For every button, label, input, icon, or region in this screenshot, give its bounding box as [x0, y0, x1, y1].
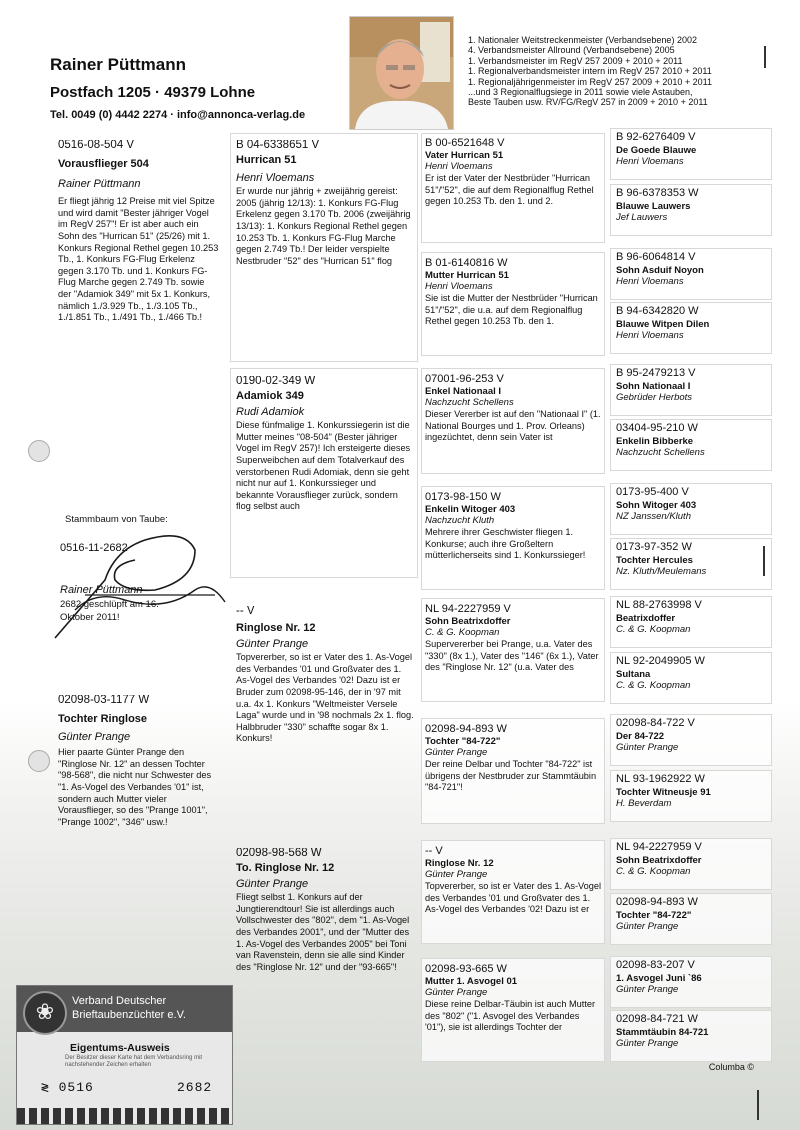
pigeon-name: Sohn Beatrixdoffer: [425, 616, 511, 628]
ring-number: 02098-83-207 V: [616, 960, 695, 971]
gen4-card: [616, 487, 770, 531]
gen3-card: [425, 964, 601, 1058]
ring-number: B 92-6276409 V: [616, 132, 696, 143]
ring-number: 07001-96-253 V: [425, 374, 504, 385]
gen4-card: [616, 368, 770, 412]
ring-number: 02098-98-568 W: [236, 848, 322, 859]
breeder-name: Günter Prange: [616, 921, 679, 933]
margin-mark: [763, 546, 765, 576]
achievement-item: ...und 3 Regionalflugsiege in 2011 sowie viele Astauben,: [468, 87, 693, 98]
gen4-card: [616, 252, 770, 296]
pigeon-name: Vorausflieger 504: [58, 158, 149, 171]
breeder-name: Henri Vloemans: [616, 156, 684, 168]
margin-mark: [757, 1090, 759, 1120]
gen4-card: [616, 1014, 770, 1058]
pigeon-name: Sohn Beatrixdoffer: [616, 855, 702, 867]
pigeon-name: Enkel Nationaal I: [425, 386, 502, 398]
pigeon-name: Blauwe Lauwers: [616, 201, 691, 213]
gen4-card: [616, 897, 770, 941]
description: Topvererber, so ist er Vater des 1. As-Vogel des Verbandes '01 und Großvater des 1. As-Vogel des Verbandes '02! Dazu ist er: [425, 881, 601, 914]
ring-number: -- V: [425, 846, 443, 857]
ring-number: 02098-94-893 W: [616, 897, 698, 908]
breeder-name: C. & G. Koopman: [616, 680, 691, 692]
hatch-date: 2682 geschlüpft am 16. Oktober 2011!: [60, 599, 159, 623]
breeder-name: Günter Prange: [236, 877, 309, 890]
subject-ring: 0516-11-2682: [60, 542, 128, 554]
org-name-line1: Verband Deutscher: [72, 995, 167, 1007]
gen3-card: [425, 258, 601, 352]
pigeon-name: Blauwe Witpen Dilen: [616, 319, 710, 331]
margin-mark: [764, 46, 766, 68]
ring-number: 02098-93-665 W: [425, 964, 507, 975]
pigeon-name: Der 84-722: [616, 731, 665, 743]
breeder-name: Günter Prange: [425, 987, 488, 999]
breeder-name: Günter Prange: [616, 742, 679, 754]
description: Er fliegt jährig 12 Preise mit viel Spitze und wird damit "Bester jähriger Vogel im RegV 257"! Er ist aber auch ein Sohn des "Hurrican 51" (25/26) mit 1. Konkurs Regional Rethel gegen 10.253 Tb., 1. Konkurs FG-Flug Erkelenz gegen 3.170 Tb. und 1. Konkurs FG-Flug Marche gegen 2.749 Tb. sowie der "Adamiok 349" mit 5x 1. Konkurs, nämlich 1./3.929 Tb., 1./3.105 Tb., 1./1.851 Tb., 1./491 Tb., 1./466 Tb.!: [58, 196, 219, 323]
breeder-name: NZ Janssen/Kluth: [616, 511, 691, 523]
ring-number: NL 93-1962922 W: [616, 774, 705, 785]
pigeon-name: Ringlose Nr. 12: [425, 858, 494, 870]
description: Diese fünfmalige 1. Konkurssiegerin ist die Mutter meines "08-504" (Bester jähriger Vogel im RegV 257)! Ich ersteigerte dieses Superweibchen auf dem Totalverkauf des verstorbenen Rudi Adomiak, denn sie geht nicht nur auf 1. Konkurssieger und bekannte Vorausflieger zurück, sondern flog selbst auch: [236, 420, 411, 512]
description: Mehrere ihrer Geschwister fliegen 1. Konkurse; auch ihre Großeltern mütterlicherseits sind 1. Konkurssieger!: [425, 527, 586, 560]
breeder-name: Henri Vloemans: [425, 281, 493, 293]
stammbaum-label: Stammbaum von Taube:: [65, 514, 168, 525]
gen4-card: [616, 960, 770, 1004]
description: Diese reine Delbar-Täubin ist auch Mutter des "802" ("1. Asvogel des Verbandes '01"), sie ist allerdings Tochter der: [425, 999, 596, 1032]
gen2-card: [236, 848, 414, 1038]
pigeon-name: Adamiok 349: [236, 390, 304, 403]
gen4-card: [616, 656, 770, 700]
pigeon-name: Tochter Witneusje 91: [616, 787, 711, 799]
pigeon-name: Sultana: [616, 669, 651, 681]
breeder-name: Nachzucht Schellens: [616, 447, 705, 459]
ring-number: 0173-97-352 W: [616, 542, 692, 553]
breeder-name: H. Beverdam: [616, 798, 672, 810]
pigeon-name: Tochter Ringlose: [58, 713, 148, 726]
pigeon-name: To. Ringlose Nr. 12: [236, 862, 335, 875]
ring-number: NL 94-2227959 V: [425, 604, 511, 615]
pigeon-name: Sohn Asduif Noyon: [616, 265, 704, 277]
ring-number: B 01-6140816 W: [425, 258, 508, 269]
achievement-item: 1. Verbandsmeister im RegV 257 2009 + 2010 + 2011: [468, 55, 683, 66]
id-ring-right: 2682: [177, 1080, 213, 1095]
breeder-name: Günter Prange: [236, 637, 309, 650]
breeder-name: Henri Vloemans: [616, 330, 684, 342]
owner-name: Rainer Püttmann: [50, 55, 187, 74]
pigeon-name: Stammtäubin 84-721: [616, 1027, 709, 1039]
pigeon-name: Mutter 1. Asvogel 01: [425, 976, 518, 988]
ownership-id-card: [16, 985, 233, 1125]
owner-contact: Tel. 0049 (0) 4442 2274 · info@annonca-verlag.de: [50, 109, 306, 121]
owner-address: Postfach 1205 · 49379 Lohne: [50, 84, 256, 101]
pigeon-name: De Goede Blauwe: [616, 145, 697, 157]
ring-number: NL 94-2227959 V: [616, 842, 702, 853]
gen3-card: [425, 374, 601, 470]
breeder-name: Henri Vloemans: [616, 276, 684, 288]
ring-number: B 00-6521648 V: [425, 138, 505, 149]
gen3-card: [425, 846, 601, 940]
breeder-name: Nachzucht Schellens: [425, 397, 514, 409]
gen2-card: [236, 376, 414, 572]
ring-number: B 04-6338651 V: [236, 140, 320, 151]
breeder-name: Günter Prange: [616, 1038, 679, 1050]
gen3-card: [425, 604, 601, 698]
pigeon-name: Sohn Nationaal I: [616, 381, 691, 393]
breeder-name: C. & G. Koopman: [425, 627, 500, 639]
ring-number: NL 88-2763998 V: [616, 600, 702, 611]
ring-number: B 96-6378353 W: [616, 188, 699, 199]
pigeon-logo-icon: ❀: [23, 991, 67, 1035]
ring-number: NL 92-2049905 W: [616, 656, 705, 667]
pigeon-name: Mutter Hurrican 51: [425, 270, 509, 282]
id-card-title: Eigentums-Ausweis: [70, 1042, 170, 1054]
breeder-name: Henri Vloemans: [236, 171, 315, 184]
ring-number: 0190-02-349 W: [236, 376, 316, 387]
pigeon-name: Beatrixdoffer: [616, 613, 676, 625]
ring-number: 0173-95-400 V: [616, 487, 689, 498]
ring-number: B 96-6064814 V: [616, 252, 696, 263]
gen4-card: [616, 542, 770, 586]
gen2-card: [236, 606, 414, 818]
signature: Rainer Püttmann: [60, 584, 143, 596]
punch-hole: [28, 440, 50, 462]
breeder-name: Henri Vloemans: [425, 161, 493, 173]
ring-number: 02098-84-722 V: [616, 718, 695, 729]
gen3-card: [425, 724, 601, 820]
breeder-name: Jef Lauwers: [616, 212, 668, 224]
breeder-name: Rudi Adamiok: [236, 405, 305, 418]
pigeon-name: Enkelin Bibberke: [616, 436, 694, 448]
gen4-card: [616, 423, 770, 467]
gen4-card: [616, 718, 770, 762]
portrait-photo-icon: [350, 17, 453, 129]
achievements-list: [468, 35, 783, 108]
description: Der reine Delbar und Tochter "84-722" ist übrigens der Nestbruder zur Stammtäubin "84-721"!: [425, 759, 597, 792]
breeder-name: Günter Prange: [58, 730, 131, 743]
owner-photo: [349, 16, 454, 130]
breeder-name: Günter Prange: [425, 869, 488, 881]
gen3-card: [425, 138, 601, 238]
breeder-name: Gebrüder Herbots: [616, 392, 693, 404]
gen4-card: [616, 774, 770, 818]
pigeon-name: Vater Hurrican 51: [425, 150, 504, 162]
gen1-dam-card: [58, 695, 220, 885]
breeder-name: Nachzucht Kluth: [425, 515, 495, 527]
breeder-name: C. & G. Koopman: [616, 866, 691, 878]
description: Fliegt selbst 1. Konkurs auf der Jungtierendtour! Sie ist allerdings auch Vollschwester des "802", dem "1. As-Vogel des Verbandes 2001", und der "Mutter des 1. As-Vogel des Verbandes 2005" bei Toni van Ravenstein, denn sie alle sind Kinder des "Ringlose Nr. 12" und der "93-665"!: [236, 892, 410, 972]
pigeon-name: 1. Asvogel Juni `86: [616, 973, 702, 985]
description: Er wurde nur jährig + zweijährig gereist: 2005 (jährig 12/13): 1. Konkurs FG-Flug Erkelenz gegen 3.170 Tb. 2006 (zweijährig 13/13): 1. Konkurs Regional Rethel gegen 10.253 Tb. 1. Konkurs FG-Flug Marche gegen 2.749 Tb.! Der leider verspielte Nestbruder "52" des "Hurrican 51" flog: [236, 186, 411, 266]
ring-number: 0173-98-150 W: [425, 492, 501, 503]
gen4-card: [616, 842, 770, 886]
id-ring-left: ≷ 0516: [41, 1080, 94, 1095]
gen1-sire-card: [58, 140, 220, 400]
gen3-card: [425, 492, 601, 586]
ring-number: B 95-2479213 V: [616, 368, 696, 379]
ring-number: 02098-84-721 W: [616, 1014, 698, 1025]
breeder-name: Rainer Püttmann: [58, 177, 141, 190]
achievement-item: 1. Nationaler Weitstreckenmeister (Verbandsebene) 2002: [468, 35, 697, 45]
achievement-item: Beste Tauben usw. RV/FG/RegV 257 in 2009 + 2010 + 2011: [468, 97, 708, 108]
achievement-item: 4. Verbandsmeister Allround (Verbandsebene) 2005: [468, 45, 675, 56]
pigeon-name: Ringlose Nr. 12: [236, 622, 316, 635]
achievement-item: 1. Regionalverbandsmeister intern im RegV 257 2010 + 2011: [468, 66, 712, 77]
achievement-item: 1. Regionaljährigenmeister im RegV 257 2009 + 2010 + 2011: [468, 76, 712, 87]
ring-number: B 94-6342820 W: [616, 306, 699, 317]
ring-number: 02098-03-1177 W: [58, 695, 150, 706]
description: Topvererber, so ist er Vater des 1. As-Vogel des Verbandes '01 und Großvater des 1. As-Vogel des Verbandes '02! Dazu ist er Bruder zum 02098-95-146, der in '97 mit u.a. 4x 1. Konkurs "Weltmeister Versele Laga" wurde und in '98 nochmals 2x 1. flog. Halbbruder "330" schaffte sogar 8x 1. Konkurs!: [236, 652, 414, 744]
gen4-card: [616, 600, 770, 644]
description: Dieser Vererber ist auf den "Nationaal I" (1. National Bourges und 1. Prov. Orleans) ingezüchtet, denn sein Vater ist: [425, 409, 601, 442]
gen4-card: [616, 188, 770, 232]
ring-number: 02098-94-893 W: [425, 724, 507, 735]
breeder-name: Nz. Kluth/Meulemans: [616, 566, 707, 578]
description: Sie ist die Mutter der Nestbrüder "Hurrican 51"/"52", die u.a. auf dem Regionalflug Rethel gegen 10.253 Tb. den 1.: [425, 293, 598, 326]
description: Hier paarte Günter Prange den "Ringlose Nr. 12" an dessen Tochter "98-568", die nicht nur Schwester des "1. As-Vogel des Verbandes '01" ist, sondern auch Mutter vieler Vorausflieger, so des "Prange 1001", "Prange 1002", "346" usw.!: [58, 747, 212, 827]
pigeon-name: Tochter "84-722": [425, 736, 501, 748]
org-name-line2: Brieftaubenzüchter e.V.: [72, 1009, 186, 1021]
breeder-name: C. & G. Koopman: [616, 624, 691, 636]
pigeon-name: Tochter "84-722": [616, 910, 692, 922]
pigeon-name: Enkelin Witoger 403: [425, 504, 516, 516]
id-card-pattern: [17, 1108, 232, 1124]
gen4-card: [616, 306, 770, 350]
description: Er ist der Vater der Nestbrüder "Hurrican 51"/"52", die auf dem Regionalflug Rethel gegen 10.253 Tb. den 1. und 2.: [425, 173, 594, 206]
punch-hole: [28, 750, 50, 772]
ring-number: -- V: [236, 606, 255, 617]
footer-credit: Columba ©: [708, 1062, 754, 1072]
signature-mark: [45, 520, 230, 645]
gen4-card: [616, 132, 770, 176]
ring-number: 03404-95-210 W: [616, 423, 698, 434]
breeder-name: Günter Prange: [425, 747, 488, 759]
description: Supervererber bei Prange, u.a. Vater des "330" (8x 1.), Vater des "146" (6x 1.), Vater des "Ringlose Nr. 12" (u.a. Vater des: [425, 639, 599, 672]
ring-number: 0516-08-504 V: [58, 140, 135, 151]
pigeon-name: Hurrican 51: [236, 154, 297, 167]
pigeon-name: Tochter Hercules: [616, 555, 693, 567]
breeder-name: Günter Prange: [616, 984, 679, 996]
id-card-note: Der Besitzer dieser Karte hat dem Verbandsring mit nachstehender Zeichen erhalten: [65, 1055, 203, 1068]
pigeon-name: Sohn Witoger 403: [616, 500, 697, 512]
gen2-card: [236, 140, 414, 356]
